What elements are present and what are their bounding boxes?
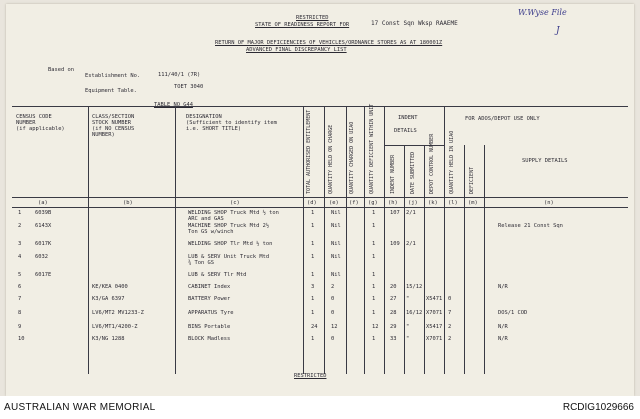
indent-rule xyxy=(384,145,444,146)
cell-d: 1 xyxy=(311,336,315,342)
cell-d: 1 xyxy=(311,296,315,302)
cell-n: N/R xyxy=(498,336,508,342)
cell-j: 2/1 xyxy=(406,210,416,216)
cell-j: " xyxy=(406,324,410,330)
header-qty-held: QUANTITY HELD ON CHARGE xyxy=(328,124,334,194)
cell-desig: LUB & SERV Tlr Mtd xyxy=(188,272,247,278)
cell-j: 16/12 xyxy=(406,310,423,316)
cell-j: 2/1 xyxy=(406,241,416,247)
header-supply-details: SUPPLY DETAILS xyxy=(522,158,568,164)
cell-no: 2 xyxy=(18,223,22,229)
classification-top: RESTRICTED xyxy=(296,15,329,21)
col-letter: (m) xyxy=(468,200,478,206)
cell-e: 0 xyxy=(331,336,335,342)
cell-desig: BLOCK Madless xyxy=(188,336,231,342)
cell-d: 1 xyxy=(311,272,315,278)
cell-e: Nil xyxy=(331,223,341,229)
table-top-rule xyxy=(12,106,628,107)
cell-n: DOS/1 COD xyxy=(498,310,528,316)
cell-no: 5 xyxy=(18,272,22,278)
cell-h: 27 xyxy=(390,296,397,302)
cell-d: 1 xyxy=(311,254,315,260)
col-letter: (h) xyxy=(388,200,398,206)
header-bottom-rule xyxy=(12,197,628,198)
table-row xyxy=(6,223,634,234)
cell-g: 1 xyxy=(372,241,376,247)
col-letter: (n) xyxy=(544,200,554,206)
document-page xyxy=(6,4,634,396)
cell-census: 6017E xyxy=(35,272,52,278)
table-row xyxy=(6,241,634,252)
cell-d: 1 xyxy=(311,310,315,316)
cell-h: 33 xyxy=(390,336,397,342)
cell-no: 9 xyxy=(18,324,22,330)
cell-d: 24 xyxy=(311,324,318,330)
cell-desig: APPARATUS Tyre xyxy=(188,310,234,316)
cell-desig: WELDING SHOP Tlr Mtd ½ ton xyxy=(188,241,273,247)
cell-g: 1 xyxy=(372,296,376,302)
header-indent: INDENT xyxy=(398,115,418,121)
cell-class: K3/GA 6397 xyxy=(92,296,125,302)
cell-desig: LUB & SERV Unit Truck Mtd ¾ Ton GS xyxy=(188,254,270,266)
establishment-label: Establishment No. xyxy=(85,73,141,79)
cell-e: Nil xyxy=(331,241,341,247)
col-letter: (g) xyxy=(368,200,378,206)
cell-n: N/R xyxy=(498,284,508,290)
cell-census: 6039B xyxy=(35,210,52,216)
unit-name: 17 Const Sqn Wksp RAAEME xyxy=(371,20,458,27)
cell-n: Release 21 Const Sqn xyxy=(498,223,563,229)
header-census: CENSUS CODE NUMBER (if applicable) xyxy=(16,114,65,132)
cell-h: 28 xyxy=(390,310,397,316)
cell-g: 1 xyxy=(372,336,376,342)
cell-no: 4 xyxy=(18,254,22,260)
establishment-value: 111/40/1 (7R) xyxy=(158,72,201,78)
cell-l: 7 xyxy=(448,310,452,316)
table-row xyxy=(6,310,634,321)
cell-g: 1 xyxy=(372,310,376,316)
col-letter: (a) xyxy=(38,200,48,206)
cell-e: 0 xyxy=(331,296,335,302)
cell-g: 1 xyxy=(372,284,376,290)
cell-g: 1 xyxy=(372,254,376,260)
table-row xyxy=(6,272,634,283)
header-class: CLASS/SECTION STOCK NUMBER (if NO CENSUS NUMBER) xyxy=(92,114,135,138)
header-indent-details: DETAILS xyxy=(394,128,417,134)
cell-e: Nil xyxy=(331,272,341,278)
footer-reference: RCDIG1029666 xyxy=(562,402,634,413)
cell-desig: WELDING SHOP Truck Mtd ½ ton ARC and GAS xyxy=(188,210,279,222)
cell-g: 12 xyxy=(372,324,379,330)
table-row xyxy=(6,210,634,221)
header-qty-deficient: QUANTITY DEFICIENT WITHIN UNIT xyxy=(369,103,375,194)
cell-desig: CABINET Index xyxy=(188,284,231,290)
col-letter: (e) xyxy=(329,200,339,206)
table-number: TABLE NO G44 xyxy=(154,102,193,108)
table-row xyxy=(6,324,634,335)
cell-l: 2 xyxy=(448,324,452,330)
cell-no: 1 xyxy=(18,210,22,216)
cell-n: N/R xyxy=(498,324,508,330)
cell-j: " xyxy=(406,336,410,342)
cell-class: KE/KEA 0400 xyxy=(92,284,128,290)
cell-no: 10 xyxy=(18,336,25,342)
table-row xyxy=(6,336,634,347)
col-letter: (c) xyxy=(230,200,240,206)
cell-k: X5471 xyxy=(426,296,443,302)
cell-desig: MACHINE SHOP Truck Mtd 2½ Ton GS w/winch xyxy=(188,223,270,235)
col-letter: (d) xyxy=(307,200,317,206)
based-on-label: Based on xyxy=(48,67,74,73)
cell-class: LV6/MT2 MV1233-Z xyxy=(92,310,144,316)
cell-h: 109 xyxy=(390,241,400,247)
cell-class: LV6/MT1/4200-Z xyxy=(92,324,138,330)
classification-bottom: RESTRICTED xyxy=(294,373,327,379)
col-letter: (k) xyxy=(428,200,438,206)
header-indent-number: INDENT NUMBER xyxy=(390,154,396,194)
equipment-value: TOET 3040 xyxy=(174,84,204,90)
cell-j: " xyxy=(406,296,410,302)
table-row xyxy=(6,254,634,265)
cell-k: X5417 xyxy=(426,324,443,330)
cell-l: 0 xyxy=(448,296,452,302)
cell-e: 2 xyxy=(331,284,335,290)
cell-d: 3 xyxy=(311,284,315,290)
cell-h: 107 xyxy=(390,210,400,216)
cell-e: Nil xyxy=(331,254,341,260)
cell-census: 6143X xyxy=(35,223,52,229)
col-letter: (j) xyxy=(408,200,418,206)
header-ados: FOR ADOS/DEPOT USE ONLY xyxy=(465,116,540,122)
archive-footer xyxy=(0,396,640,419)
cell-desig: BINS Portable xyxy=(188,324,231,330)
cell-desig: BATTERY Power xyxy=(188,296,231,302)
header-designation: DESIGNATION (Sufficient to identify item i.e. SHORT TITLE) xyxy=(186,114,277,132)
header-date-submitted: DATE SUBMITTED xyxy=(410,151,416,194)
cell-l: 2 xyxy=(448,336,452,342)
header-total-authorised: TOTAL AUTHORISED ENTITLEMENT xyxy=(306,109,312,194)
cell-no: 6 xyxy=(18,284,22,290)
cell-census: 6017K xyxy=(35,241,52,247)
cell-e: 0 xyxy=(331,310,335,316)
header-qty-uiao: QUANTITY HELD IN UIAO xyxy=(449,130,455,194)
cell-class: K3/NG 1288 xyxy=(92,336,125,342)
cell-no: 7 xyxy=(18,296,22,302)
header-deficient: DEFICIENT xyxy=(469,166,475,194)
col-letter: (f) xyxy=(349,200,359,206)
cell-e: 12 xyxy=(331,324,338,330)
cell-h: 20 xyxy=(390,284,397,290)
report-title: STATE OF READINESS REPORT FOR xyxy=(255,22,350,28)
cell-no: 8 xyxy=(18,310,22,316)
cell-k: X7071 xyxy=(426,310,443,316)
table-row xyxy=(6,284,634,295)
cell-d: 1 xyxy=(311,210,315,216)
equipment-label: Equipment Table. xyxy=(85,88,137,94)
return-title: RETURN OF MAJOR DEFICIENCIES OF VEHICLES/ORDNANCE STORES AS AT 180001Z xyxy=(215,40,443,46)
return-subtitle: ADVANCED FINAL DISCREPANCY LIST xyxy=(246,47,347,53)
cell-g: 1 xyxy=(372,223,376,229)
cell-no: 3 xyxy=(18,241,22,247)
handwritten-file-note: W.Wyse File xyxy=(518,8,567,17)
cell-d: 1 xyxy=(311,223,315,229)
table-row xyxy=(6,296,634,307)
header-depot-control: DEPOT CONTROL NUMBER xyxy=(429,133,435,194)
cell-census: 6032 xyxy=(35,254,48,260)
cell-e: Nil xyxy=(331,210,341,216)
cell-g: 1 xyxy=(372,272,376,278)
cell-g: 1 xyxy=(372,210,376,216)
cell-j: 15/12 xyxy=(406,284,423,290)
col-letter: (b) xyxy=(123,200,133,206)
cell-k: X7071 xyxy=(426,336,443,342)
handwritten-mark: J xyxy=(556,26,560,36)
header-qty-charged-uiao: QUANTITY CHARGED ON UIAO xyxy=(349,121,355,194)
cell-h: 29 xyxy=(390,324,397,330)
cell-d: 1 xyxy=(311,241,315,247)
footer-institution: AUSTRALIAN WAR MEMORIAL xyxy=(4,402,156,413)
col-letter: (l) xyxy=(448,200,458,206)
letters-bottom-rule xyxy=(12,207,628,208)
